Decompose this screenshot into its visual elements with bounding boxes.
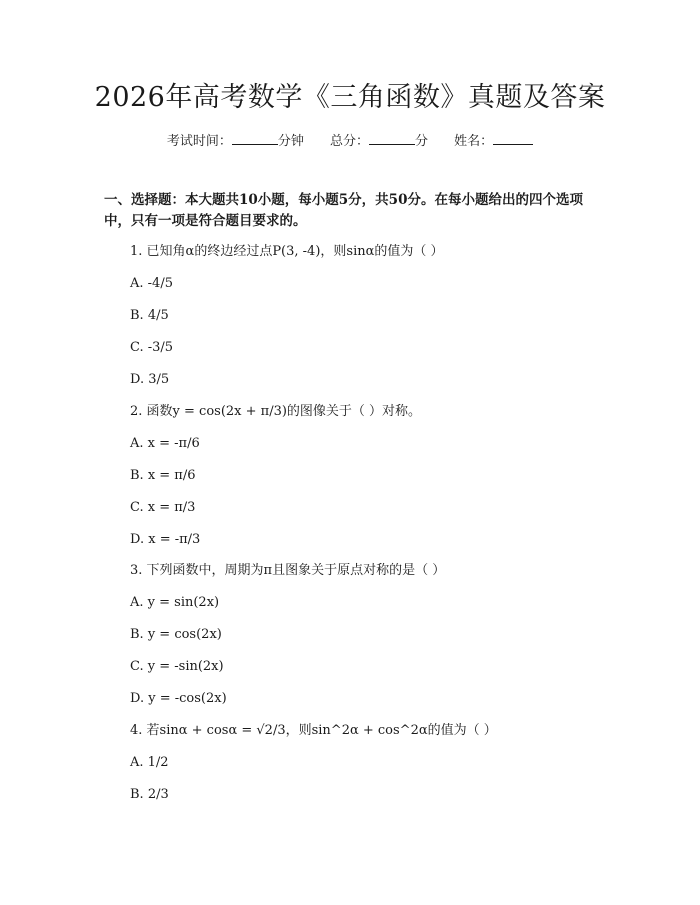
question-1-option-c: C. -3/5 (130, 340, 174, 355)
total-score-unit: 分 (415, 134, 429, 149)
total-score-blank[interactable] (369, 131, 415, 145)
exam-time-field (167, 131, 304, 152)
exam-time-blank[interactable] (232, 131, 278, 145)
page-title: 2026年高考数学《三角函数》真题及答案 (94, 82, 606, 113)
question-1-option-d: D. 3/5 (130, 372, 170, 387)
question-2-option-a: A. x = -π/6 (130, 436, 200, 451)
question-4-option-a: A. 1/2 (130, 755, 169, 770)
question-3-stem: 3. 下列函数中，周期为π且图象关于原点对称的是（ ） (130, 563, 446, 578)
section-heading: 一、选择题：本大题共10小题，每小题5分，共50分。在每小题给出的四个选项中，只有一项是符合题目要求的。 (104, 192, 583, 229)
exam-time-label: 考试时间： (166, 134, 232, 149)
name-label: 姓名： (454, 134, 494, 149)
total-score-field (330, 131, 428, 152)
question-4-option-b: B. 2/3 (130, 787, 169, 802)
exam-time-unit: 分钟 (277, 134, 304, 149)
question-2-stem: 2. 函数y = cos(2x + π/3)的图像关于（ ）对称。 (130, 404, 422, 419)
question-1-stem: 1. 已知角α的终边经过点P(3, -4)，则sinα的值为（ ） (130, 244, 444, 259)
question-1-option-a: A. -4/5 (130, 276, 173, 291)
question-2-option-d: D. x = -π/3 (130, 532, 201, 547)
name-blank[interactable] (493, 131, 533, 145)
question-1-option-b: B. 4/5 (130, 308, 169, 323)
question-2-option-c: C. x = π/3 (130, 500, 196, 515)
question-3-option-d: D. y = -cos(2x) (130, 691, 227, 706)
name-field (454, 131, 533, 152)
question-3-option-a: A. y = sin(2x) (130, 595, 220, 610)
question-3-option-c: C. y = -sin(2x) (130, 659, 224, 674)
total-score-label: 总分： (329, 134, 369, 149)
question-3-option-b: B. y = cos(2x) (130, 627, 222, 642)
exam-info-row (0, 131, 700, 152)
question-4-stem: 4. 若sinα + cosα = √2/3，则sin^2α + cos^2α的值为（ ） (130, 723, 497, 738)
question-2-option-b: B. x = π/6 (130, 468, 196, 483)
